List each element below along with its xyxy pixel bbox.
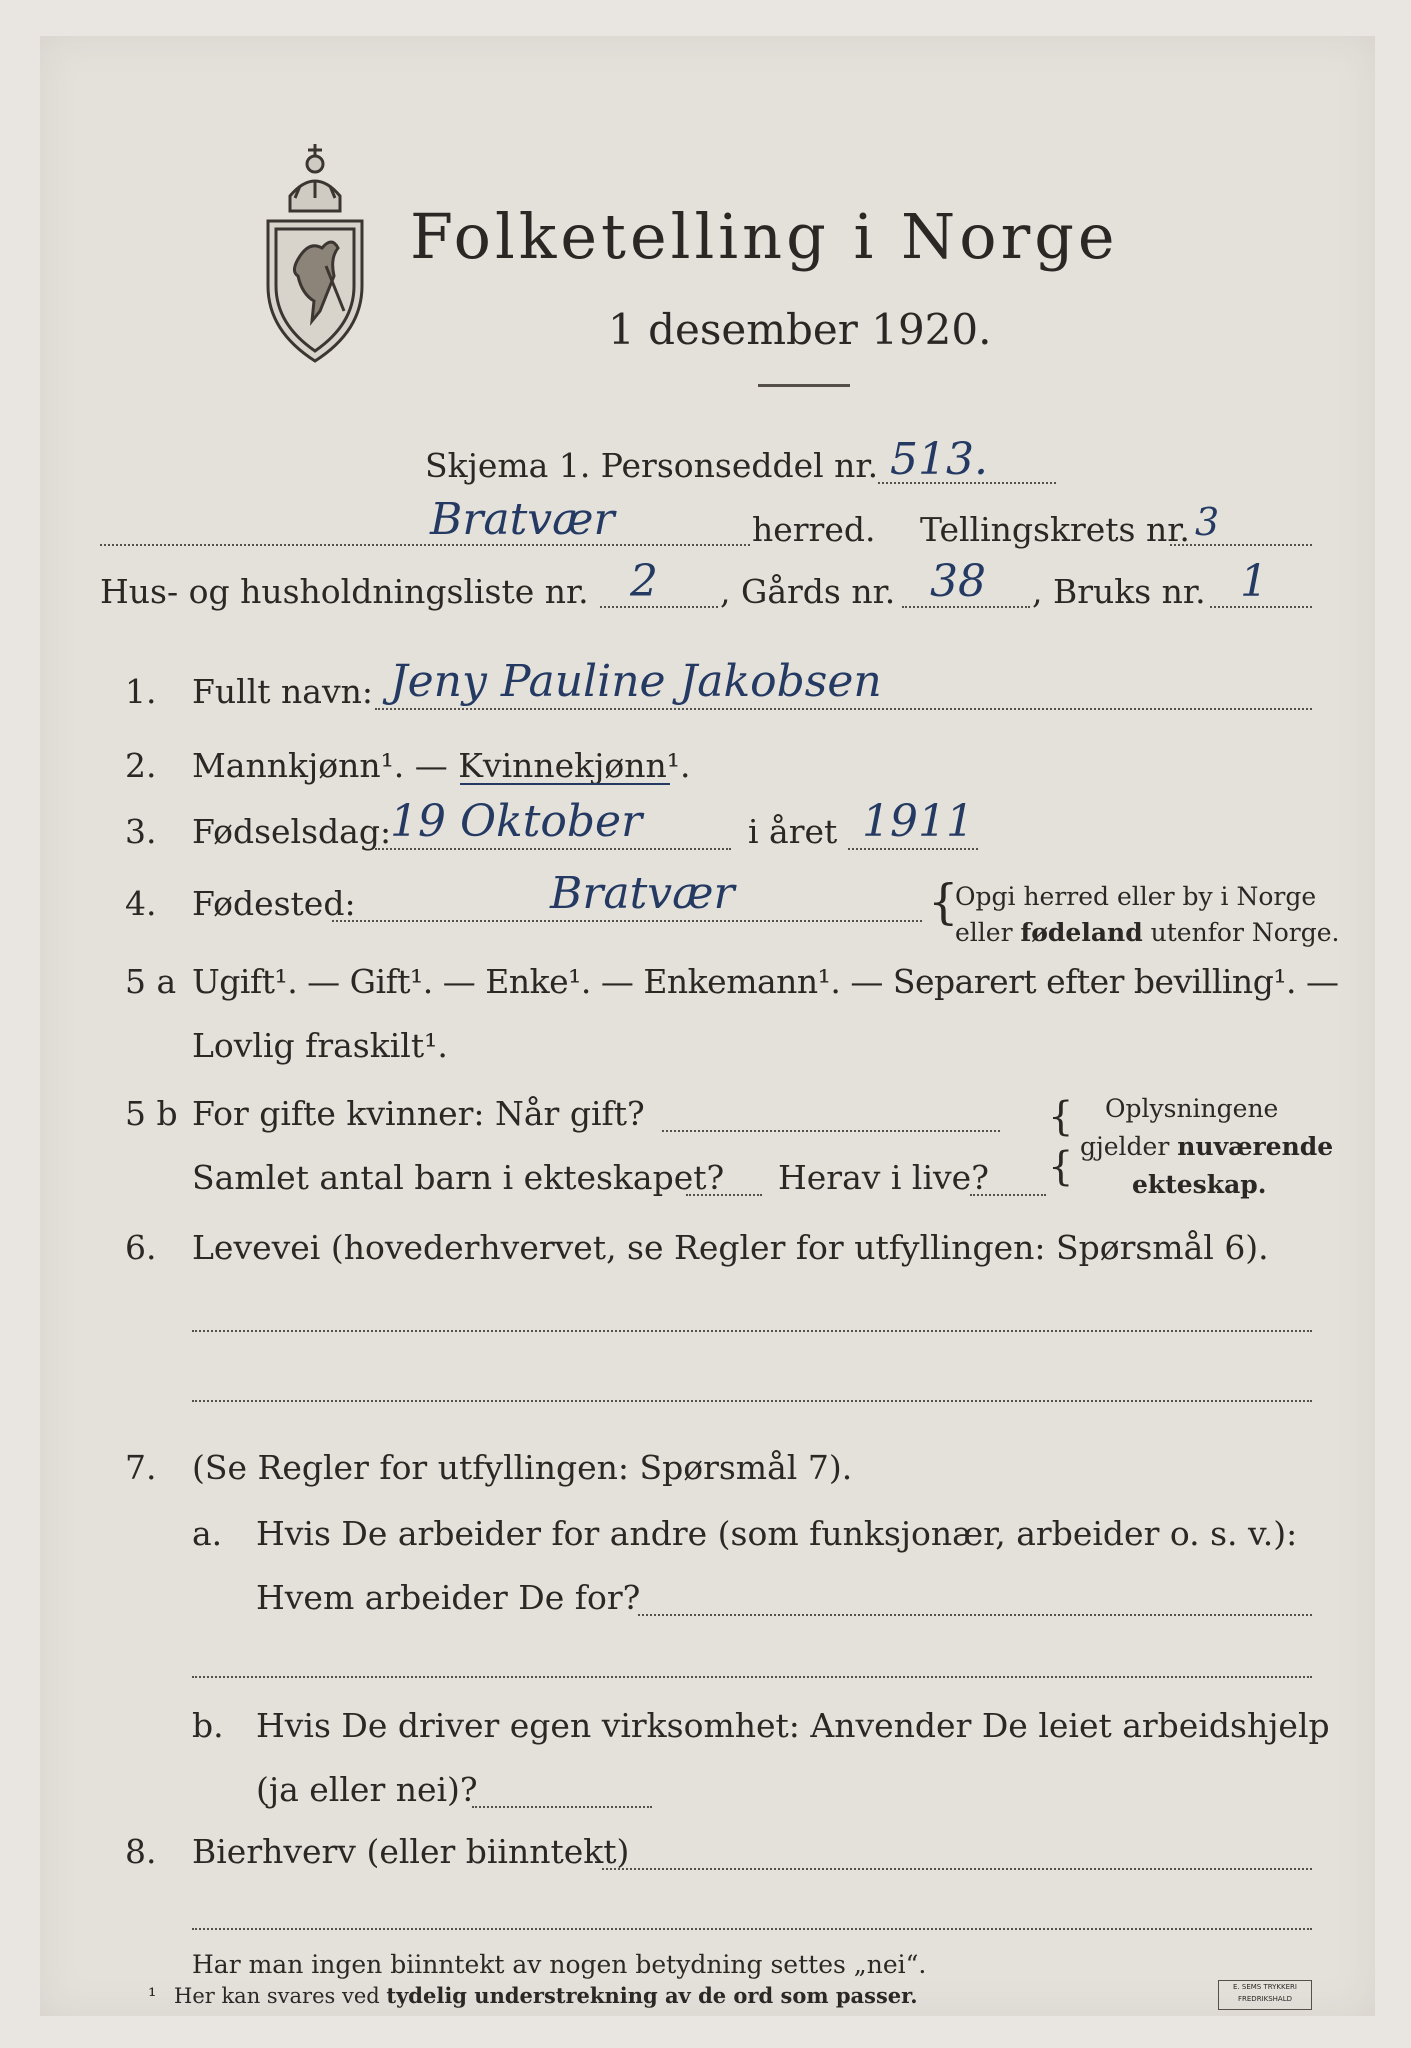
q8-field-line	[602, 1868, 1312, 1870]
tellingskrets-field-line	[1170, 544, 1312, 546]
bruks-value[interactable]: 1	[1240, 556, 1268, 607]
q7-label: (Se Regler for utfyllingen: Spørsmål 7).	[192, 1448, 853, 1487]
q3-label: Fødselsdag:	[192, 812, 392, 851]
q2-number: 2.	[125, 746, 157, 785]
q1-label: Fullt navn:	[192, 672, 373, 711]
q7a-line1: Hvis De arbeider for andre (som funksjonær, arbeider o. s. v.):	[256, 1514, 1298, 1553]
q7b-number: b.	[192, 1706, 224, 1745]
q7b-line2: (ja eller nei)?	[256, 1770, 478, 1809]
q4-label: Fødested:	[192, 884, 356, 923]
footer-note: Har man ingen biinntekt av nogen betydning settes „nei“.	[192, 1950, 927, 1979]
q7a-number: a.	[192, 1514, 223, 1553]
personseddel-number[interactable]: 513.	[890, 434, 988, 485]
birthday-field-line	[375, 848, 731, 850]
q5b-note-line2: gjelder nuværende	[1080, 1132, 1334, 1161]
q5b-note-line1: Oplysningene	[1105, 1094, 1279, 1123]
birth-year-label: i året	[748, 812, 838, 851]
alive-field-line	[970, 1194, 1046, 1196]
q5a-number: 5 a	[125, 962, 177, 1001]
q5b-number: 5 b	[125, 1094, 178, 1133]
husholdningsliste-label: Hus- og husholdningsliste nr.	[100, 572, 589, 611]
q4-note-line1: Opgi herred eller by i Norge	[955, 882, 1317, 911]
q5a-line1: Ugift¹. — Gift¹. — Enke¹. — Enkemann¹. — Separert efter bevilling¹. —	[192, 962, 1339, 1001]
q4-number: 4.	[125, 884, 157, 923]
q8-number: 8.	[125, 1832, 157, 1871]
q6-label: Levevei (hovederhvervet, se Regler for utfyllingen: Spørsmål 6).	[192, 1228, 1269, 1267]
q7b-field-line	[472, 1806, 652, 1808]
herred-field-line	[100, 544, 750, 546]
birthplace-field-line	[332, 920, 922, 922]
title-divider	[758, 384, 850, 387]
q6-field-line-2	[192, 1400, 1312, 1402]
q4-brace: {	[928, 874, 959, 930]
q5b-brace-top: {	[1048, 1094, 1074, 1140]
tellingskrets-label: Tellingskrets nr.	[920, 510, 1190, 549]
q5a-line2: Lovlig fraskilt¹.	[192, 1026, 448, 1065]
form-date: 1 desember 1920.	[608, 305, 992, 354]
married-date-field-line	[662, 1130, 1000, 1132]
census-form	[40, 36, 1375, 2016]
kvinnekjonn-underline	[460, 783, 670, 785]
tellingskrets-value[interactable]: 3	[1195, 500, 1220, 544]
gards-value[interactable]: 38	[930, 556, 986, 607]
q8-label: Bierhverv (eller biinntekt)	[192, 1832, 630, 1871]
husholdningsliste-field-line	[600, 606, 718, 608]
q4-note-line2: eller fødeland utenfor Norge.	[955, 918, 1340, 947]
form-title: Folketelling i Norge	[410, 200, 1119, 273]
printer-stamp: E. SEMS TRYKKERI FREDRIKSHALD	[1218, 1980, 1312, 2010]
q6-number: 6.	[125, 1228, 157, 1267]
q6-field-line-1	[192, 1330, 1312, 1332]
q7-number: 7.	[125, 1448, 157, 1487]
birthplace-value[interactable]: Bratvær	[550, 868, 735, 919]
q7a-field-line-2	[192, 1676, 1312, 1678]
q3-number: 3.	[125, 812, 157, 851]
q7a-line2: Hvem arbeider De for?	[256, 1578, 641, 1617]
q5b-note-line3: ekteskap.	[1132, 1170, 1267, 1199]
q8-field-line-2	[192, 1928, 1312, 1930]
employer-field-line	[638, 1614, 1312, 1616]
birthday-value[interactable]: 19 Oktober	[390, 796, 643, 847]
q5b-brace-bottom: {	[1048, 1144, 1074, 1190]
footnote-mark: ¹	[148, 1984, 157, 2008]
q5b-line1: For gifte kvinner: Når gift?	[192, 1094, 645, 1133]
birth-year-value[interactable]: 1911	[862, 796, 974, 847]
husholdningsliste-value[interactable]: 2	[630, 556, 658, 607]
children-field-line	[686, 1194, 762, 1196]
skjema-label: Skjema 1. Personseddel nr.	[425, 446, 879, 485]
bruks-label: , Bruks nr.	[1032, 572, 1206, 611]
q7b-line1: Hvis De driver egen virksomhet: Anvender De leiet arbeidshjelp	[256, 1706, 1330, 1745]
birth-year-field-line	[848, 848, 978, 850]
q5b-alive-label: Herav i live?	[778, 1158, 989, 1197]
herred-label: herred.	[752, 510, 876, 549]
full-name-value[interactable]: Jeny Pauline Jakobsen	[390, 656, 882, 707]
herred-value[interactable]: Bratvær	[430, 494, 615, 545]
q2-label: Mannkjønn¹. — Kvinnekjønn¹.	[192, 746, 691, 785]
gards-label: , Gårds nr.	[720, 572, 896, 611]
q1-field-line	[375, 708, 1312, 710]
q5b-children-label: Samlet antal barn i ekteskapet?	[192, 1158, 725, 1197]
footnote-text: Her kan svares ved tydelig understrekning av de ord som passer.	[174, 1983, 918, 2008]
norway-coat-of-arms-icon	[260, 136, 370, 366]
q1-number: 1.	[125, 672, 157, 711]
